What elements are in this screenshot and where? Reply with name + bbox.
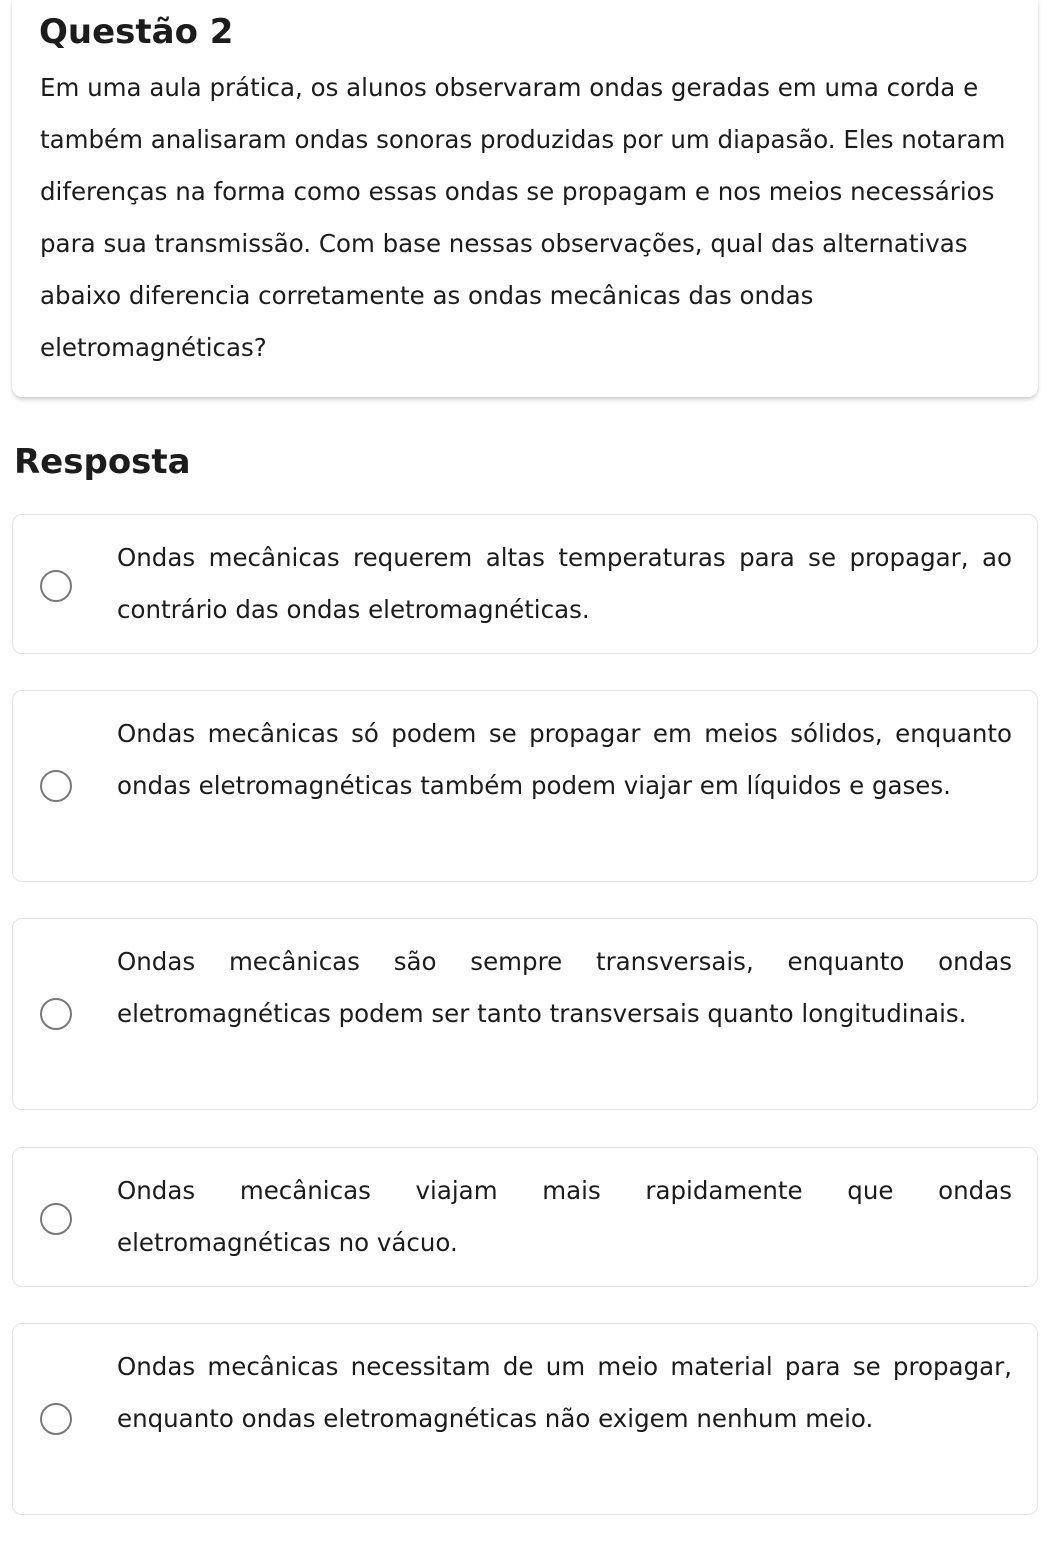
radio-button-icon[interactable]: [40, 998, 72, 1030]
answer-option-text: Ondas mecânicas necessitam de um meio material para se propagar, enquanto ondas eletromagnéticas não exigem nenhum meio.: [117, 1352, 1012, 1433]
answer-option-a[interactable]: [12, 514, 1038, 654]
answer-heading: Resposta: [14, 442, 191, 482]
answer-option-c[interactable]: [12, 918, 1038, 1110]
radio-button-icon[interactable]: [40, 570, 72, 602]
question-card: [12, 0, 1038, 397]
answer-option-text: Ondas mecânicas só podem se propagar em meios sólidos, enquanto ondas eletromagnéticas também podem viajar em líquidos e gases.: [117, 719, 1012, 800]
answer-option-text: Ondas mecânicas viajam mais rapidamente que ondas eletromagnéticas no vácuo.: [117, 1176, 1012, 1257]
radio-button-icon[interactable]: [40, 770, 72, 802]
answer-option-b[interactable]: [12, 690, 1038, 882]
question-title: Questão 2: [39, 12, 234, 52]
answer-option-e[interactable]: [12, 1323, 1038, 1515]
answer-option-d[interactable]: [12, 1147, 1038, 1287]
answer-option-text: Ondas mecânicas são sempre transversais, enquanto ondas eletromagnéticas podem ser tanto transversais quanto longitudinais.: [117, 947, 1012, 1028]
radio-button-icon[interactable]: [40, 1203, 72, 1235]
radio-button-icon[interactable]: [40, 1403, 72, 1435]
question-text: Em uma aula prática, os alunos observaram ondas geradas em uma corda e também analisaram ondas sonoras produzidas por um diapasão. Eles notaram diferenças na forma como essas ondas se propagam e nos meios necessários para sua transmissão. Com base nessas observações, qual das alternativas abaixo diferencia corretamente as ondas mecânicas das ondas eletromagnéticas?: [40, 73, 1006, 362]
answer-option-text: Ondas mecânicas requerem altas temperaturas para se propagar, ao contrário das ondas eletromagnéticas.: [117, 543, 1012, 624]
